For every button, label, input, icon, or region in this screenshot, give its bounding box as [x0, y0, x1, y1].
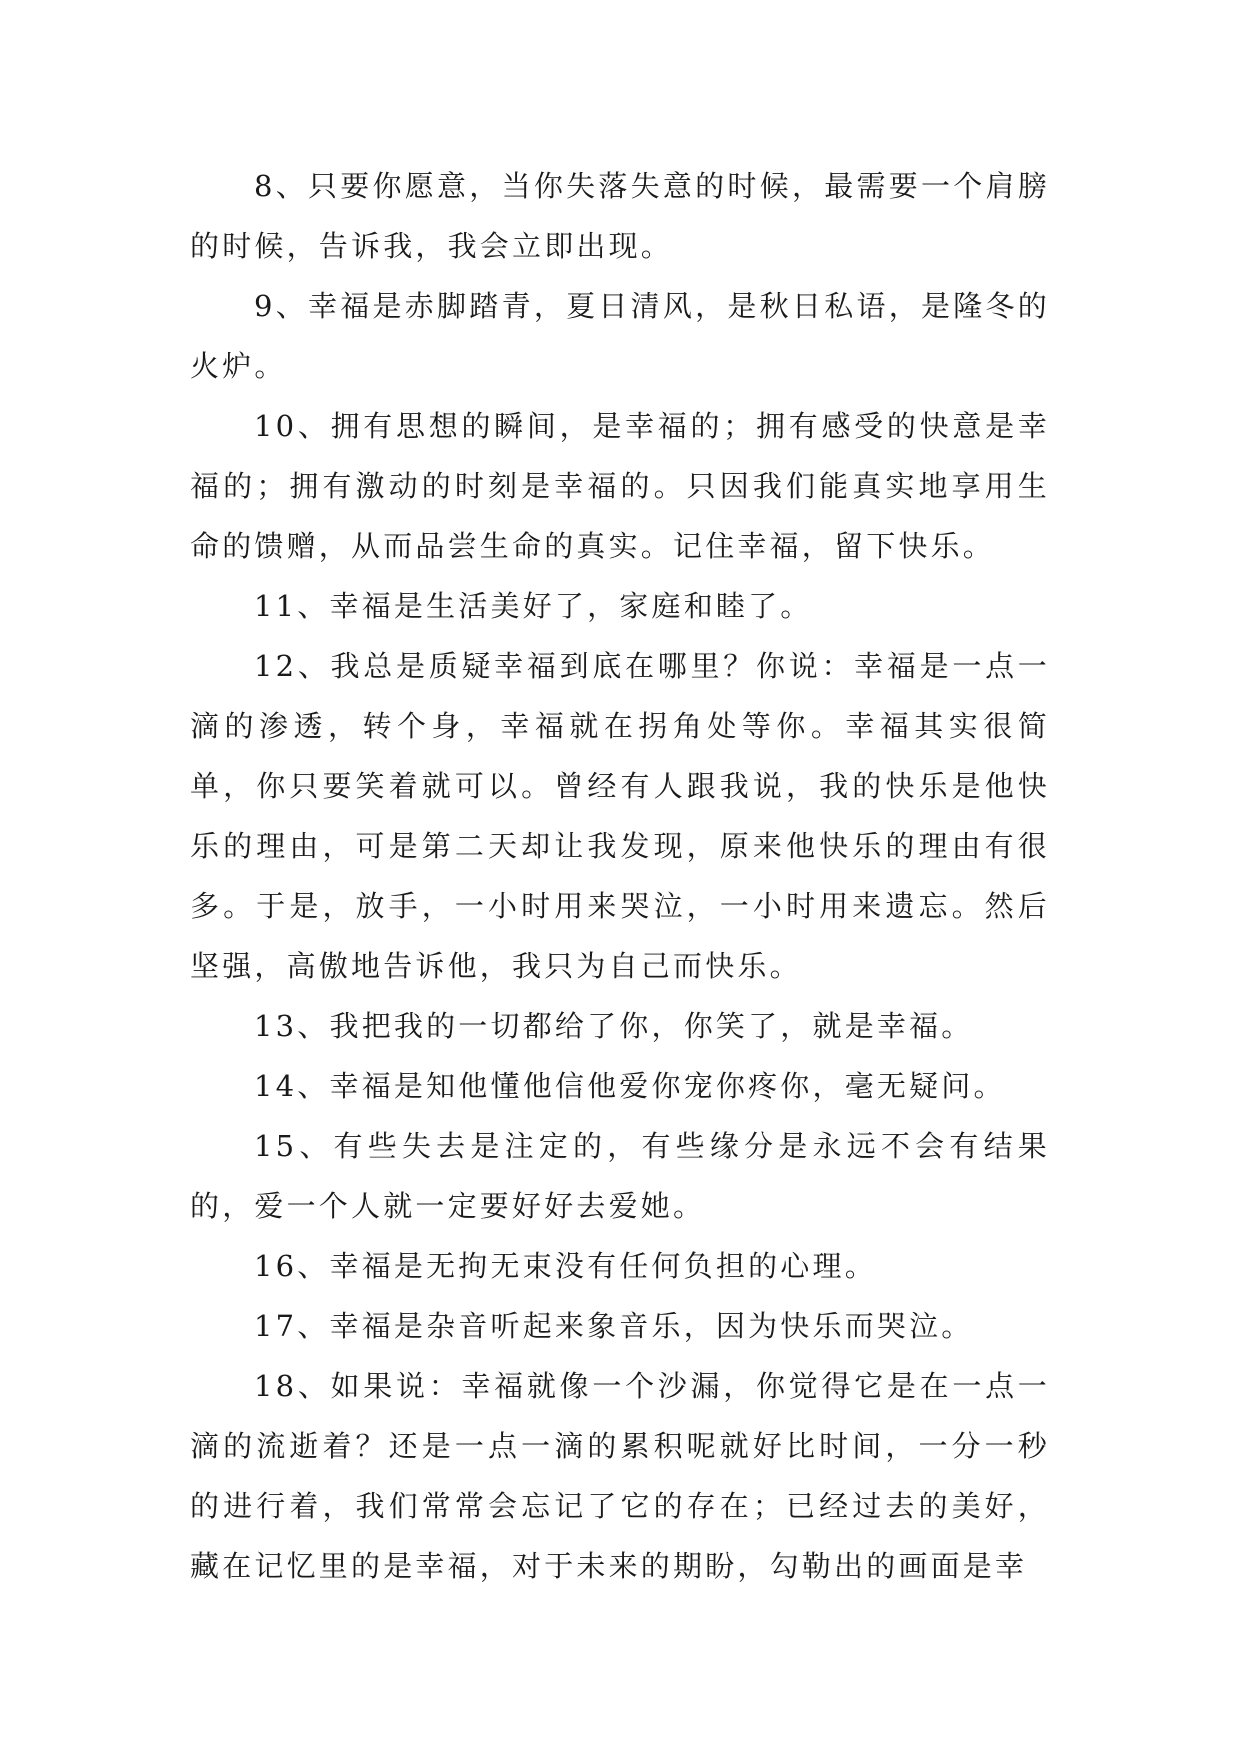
paragraph-18: 18、如果说：幸福就像一个沙漏，你觉得它是在一点一滴的流逝着？还是一点一滴的累积呢就好比时间，一分一秒的进行着，我们常常会忘记了它的存在；已经过去的美好，藏在记忆里的是幸福，对于未来的期盼，勾勒出的画面是幸: [190, 1369, 1050, 1583]
paragraph-15: 15、有些失去是注定的，有些缘分是永远不会有结果的，爱一个人就一定要好好去爱她。: [190, 1129, 1050, 1223]
paragraph-11: 11、幸福是生活美好了，家庭和睦了。: [254, 589, 813, 623]
paragraph-16: 16、幸福是无拘无束没有任何负担的心理。: [254, 1249, 877, 1283]
paragraph-13: 13、我把我的一切都给了你，你笑了，就是幸福。: [254, 1009, 974, 1043]
paragraph-10: 10、拥有思想的瞬间，是幸福的；拥有感受的快意是幸福的；拥有激动的时刻是幸福的。只因我们能真实地享用生命的馈赠，从而品尝生命的真实。记住幸福，留下快乐。: [190, 409, 1050, 563]
paragraph-14: 14、幸福是知他懂他信他爱你宠你疼你，毫无疑问。: [254, 1069, 1006, 1103]
document-body: [190, 156, 1050, 1596]
paragraph-9: 9、幸福是赤脚踏青，夏日清风，是秋日私语，是隆冬的火炉。: [190, 289, 1050, 383]
paragraph-12: 12、我总是质疑幸福到底在哪里？你说：幸福是一点一滴的渗透，转个身，幸福就在拐角处等你。幸福其实很简单，你只要笑着就可以。曾经有人跟我说，我的快乐是他快乐的理由，可是第二天却让我发现，原来他快乐的理由有很多。于是，放手，一小时用来哭泣，一小时用来遗忘。然后坚强，高傲地告诉他，我只为自己而快乐。: [190, 649, 1050, 983]
paragraph-8: 8、只要你愿意，当你失落失意的时候，最需要一个肩膀的时候，告诉我，我会立即出现。: [190, 169, 1050, 263]
paragraph-17: 17、幸福是杂音听起来象音乐，因为快乐而哭泣。: [254, 1309, 974, 1343]
